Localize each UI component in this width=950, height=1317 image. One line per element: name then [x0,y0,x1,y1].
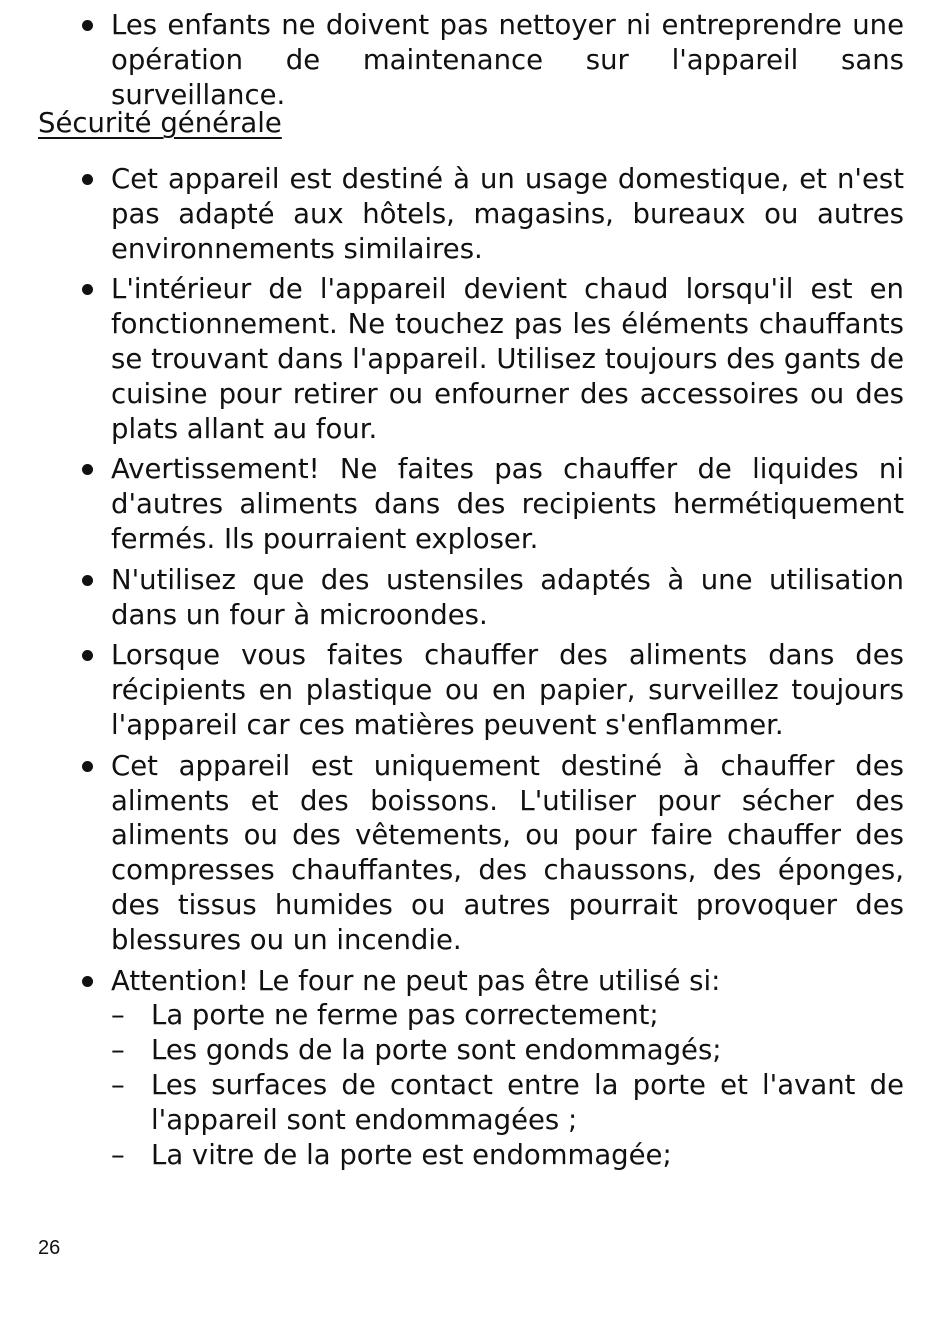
dash-icon: – [111,1034,125,1067]
condition-text: Les surfaces de contact entre la porte et l'avant de l'appareil sont endommagées ; [151,1068,904,1136]
attention-list-item [0,964,950,1173]
condition-item [111,998,904,1033]
bullet-icon [82,464,93,475]
list-item [0,272,950,446]
bullet-icon [82,976,93,987]
condition-text: La vitre de la porte est endommagée; [151,1138,672,1171]
bullet-icon [82,20,93,31]
list-item-text: N'utilisez que des ustensiles adaptés à une utilisation dans un four à microondes. [111,563,904,631]
dash-icon: – [111,1138,125,1171]
list-item [0,162,950,266]
condition-item [111,1138,904,1173]
page-number: 26 [38,1237,61,1259]
list-item [0,563,950,633]
bullet-icon [82,284,93,295]
list-item-text: L'intérieur de l'appareil devient chaud lorsqu'il est en fonctionnement. Ne touchez pas les éléments chauffants se trouvant dans l'appareil. Utilisez toujours des gants de cuisine pour retirer ou enfourner des accessoires ou des plats allant au four. [111,273,904,445]
bullet-icon [82,650,93,661]
dash-icon: – [111,1068,125,1101]
bullet-icon [82,575,93,586]
list-item-text: Avertissement! Ne faites pas chauffer de liquides ni d'autres aliments dans des recipients hermétiquement fermés. Ils pourraient exploser. [111,453,904,555]
condition-item [111,1068,904,1138]
list-item [0,749,950,958]
top-bullet-list [0,8,950,118]
list-item-text: Les enfants ne doivent pas nettoyer ni entreprendre une opération de maintenance sur l'appareil sans surveillance. [111,9,904,111]
list-item [0,452,950,556]
list-item-text: Cet appareil est destiné à un usage domestique, et n'est pas adapté aux hôtels, magasins, bureaux ou autres environnements similaires. [111,163,904,265]
bullet-icon [82,761,93,772]
section-bullet-list [0,162,950,1178]
list-item-text: Cet appareil est uniquement destiné à chauffer des aliments et des boissons. L'utiliser pour sécher des aliments ou des vêtements, ou pour faire chauffer des compresses chauffantes, des chaussons, des éponges, des tissus humides ou autres pourrait provoquer des blessures ou un incendie. [111,749,904,956]
list-item [0,8,950,112]
condition-text: La porte ne ferme pas correctement; [151,999,659,1032]
list-item-text: Lorsque vous faites chauffer des aliments dans des récipients en plastique ou en papier, surveillez toujours l'appareil car ces matières peuvent s'enflammer. [111,639,904,741]
condition-list [111,998,904,1172]
section-heading: Sécurité générale [38,107,282,139]
condition-text: Les gonds de la porte sont endommagés; [151,1034,722,1067]
bullet-icon [82,174,93,185]
attention-intro: Attention! Le four ne peut pas être utilisé si: [111,964,721,997]
condition-item [111,1033,904,1068]
list-item [0,638,950,742]
dash-icon: – [111,999,125,1032]
